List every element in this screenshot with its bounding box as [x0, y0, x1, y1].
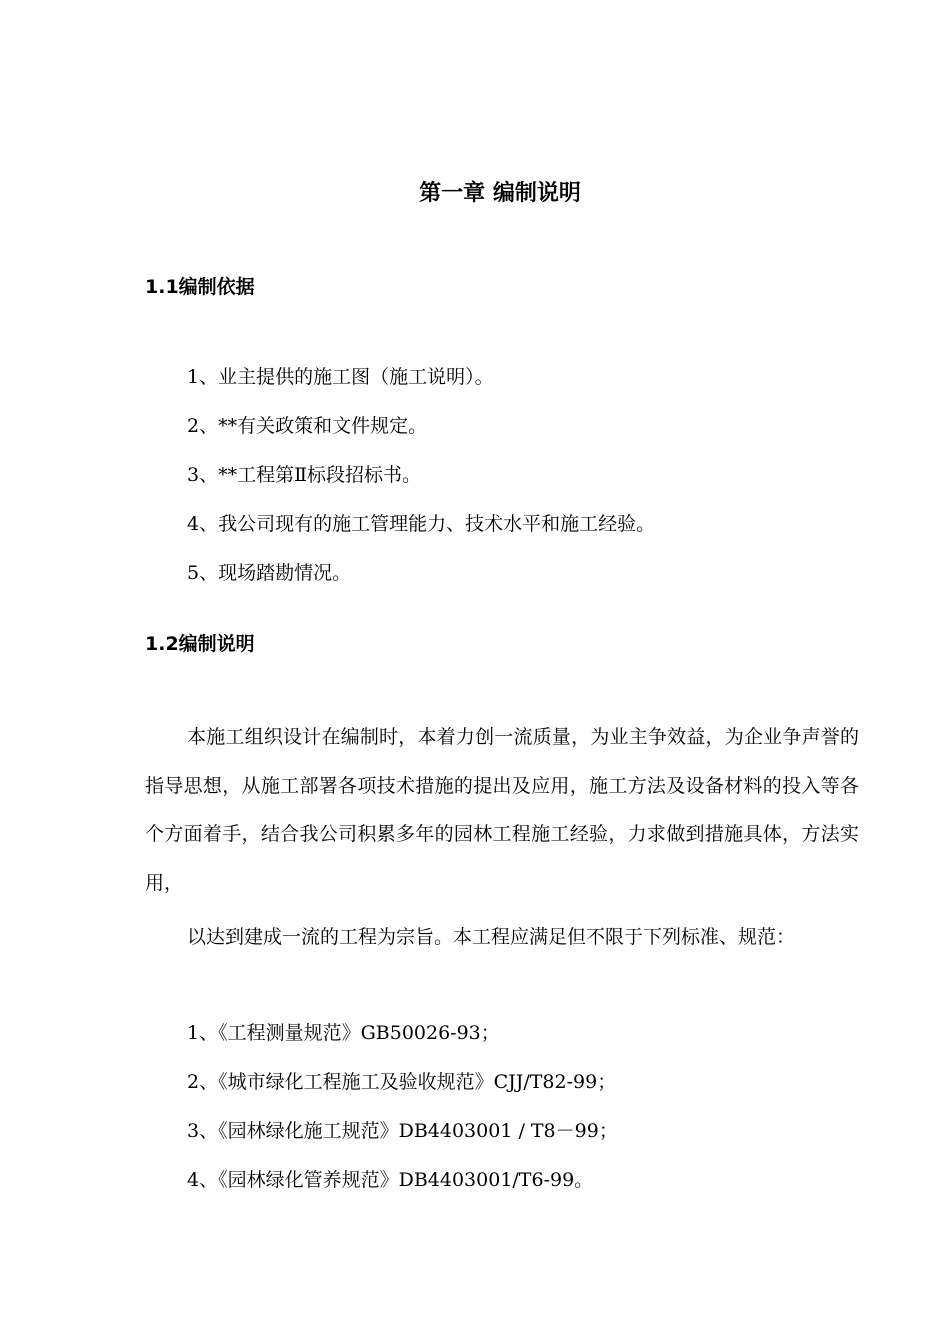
list-item: 5、现场踏勘情况。 — [187, 562, 352, 584]
list-item: 2、**有关政策和文件规定。 — [187, 415, 428, 437]
section-heading-description: 1.2编制说明 — [145, 633, 255, 655]
list-item: 4、《园林绿化管养规范》DB4403001/T6-99。 — [187, 1169, 594, 1191]
list-item: 4、我公司现有的施工管理能力、技术水平和施工经验。 — [187, 513, 656, 535]
basis-list — [187, 360, 655, 605]
description-paragraph: 本施工组织设计在编制时，本着力创一流质量，为业主争效益，为企业争声誉的指导思想，从施工部署各项技术措施的提出及应用，施工方法及设备材料的投入等各个方面着手，结合我公司积累多年的园林工程施工经验，力求做到措施具体，方法实用， — [145, 726, 859, 894]
standards-list — [187, 1016, 618, 1212]
aim-paragraph: 以达到建成一流的工程为宗旨。本工程应满足但不限于下列标准、规范： — [187, 926, 796, 948]
list-item: 3、**工程第Ⅱ标段招标书。 — [187, 464, 422, 486]
list-item: 1、业主提供的施工图（施工说明）。 — [187, 366, 494, 388]
section-heading-basis: 1.1编制依据 — [145, 276, 255, 298]
list-item: 3、《园林绿化施工规范》DB4403001 / T8－99； — [187, 1120, 618, 1142]
list-item: 1、《工程测量规范》GB50026-93； — [187, 1022, 500, 1044]
list-item: 2、《城市绿化工程施工及验收规范》CJJ/T82-99； — [187, 1071, 617, 1093]
chapter-title: 第一章 编制说明 — [419, 181, 581, 206]
